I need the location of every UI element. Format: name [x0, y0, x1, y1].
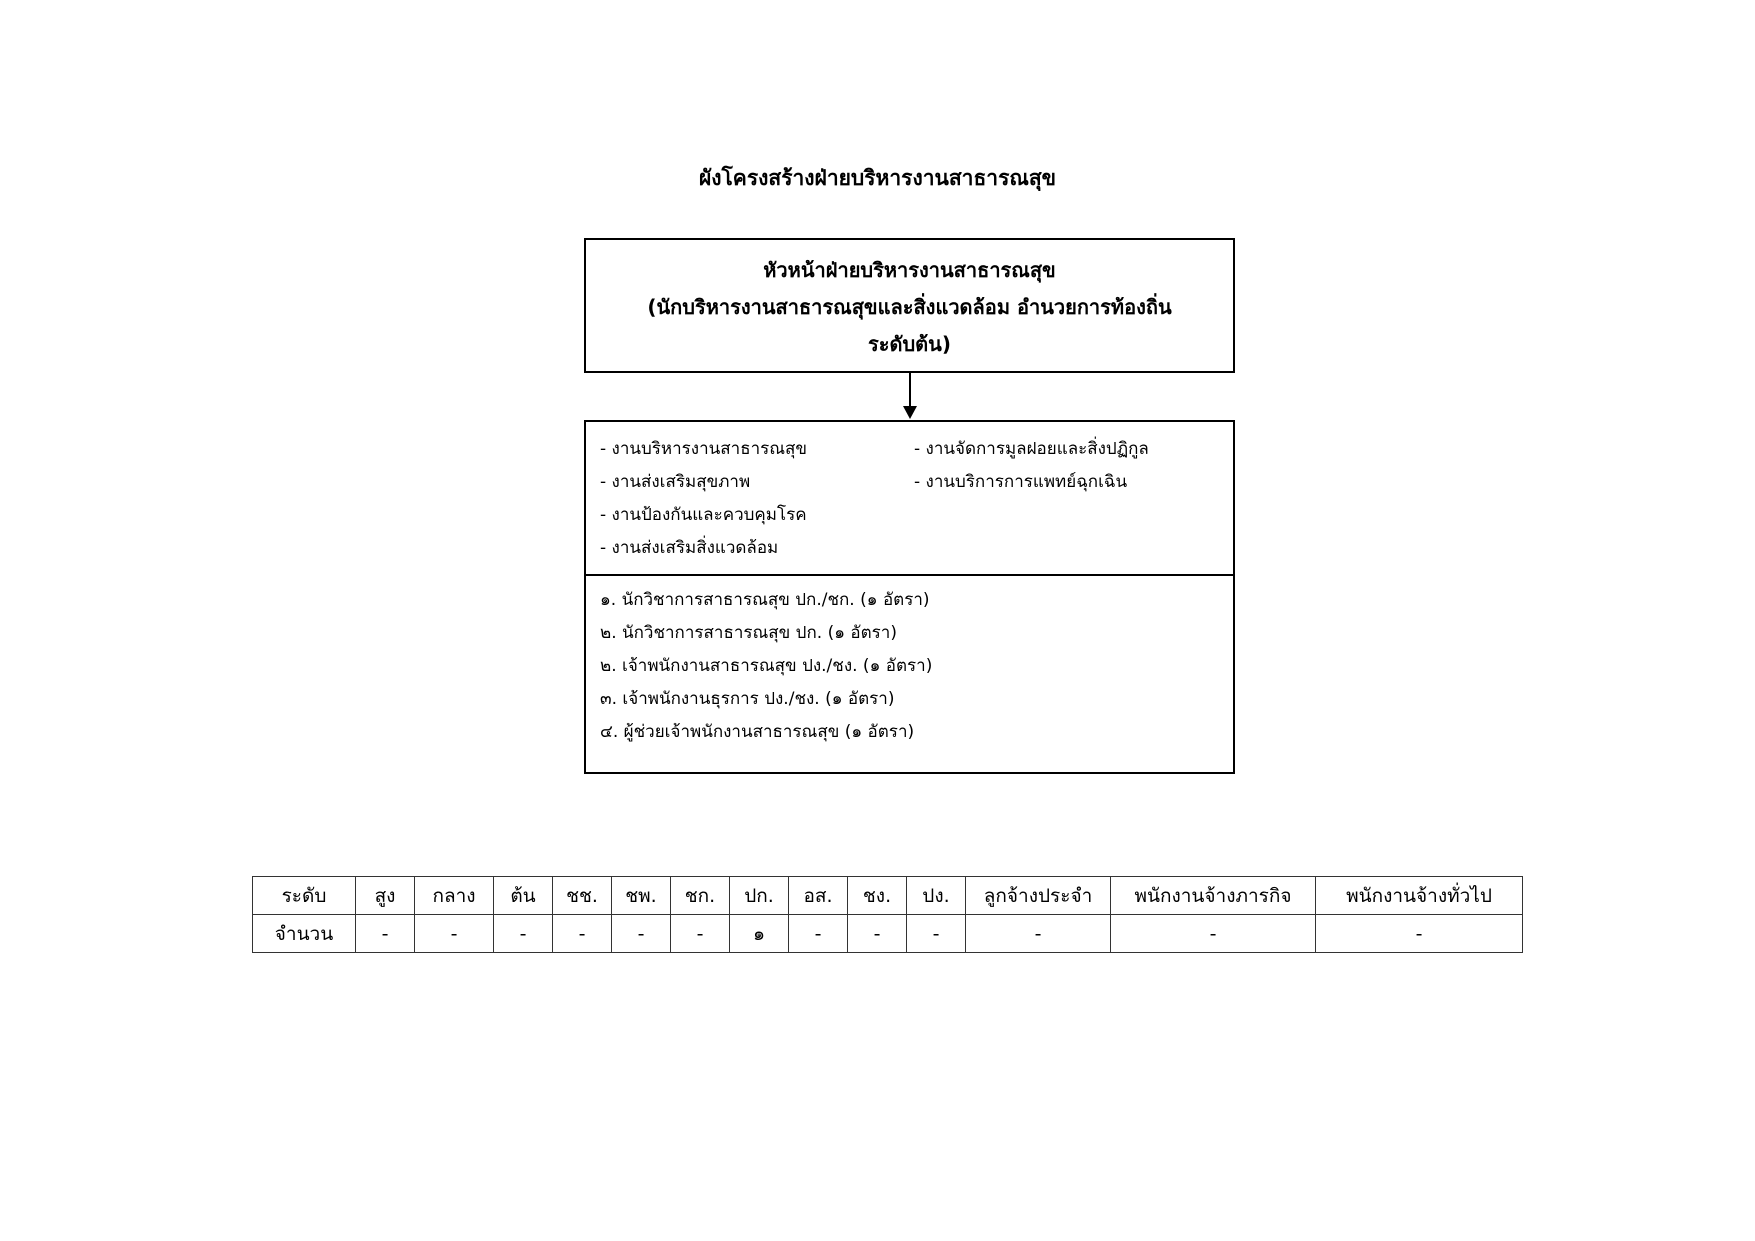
head-position-box [584, 238, 1235, 373]
count-cell: - [494, 915, 553, 953]
level-cell: สูง [356, 877, 415, 915]
count-cell: - [789, 915, 848, 953]
staff-item: ๓. เจ้าพนักงานธุรการ ปง./ชง. (๑ อัตรา) [600, 689, 895, 709]
level-cell: พนักงานจ้างภารกิจ [1111, 877, 1316, 915]
level-cell: ชก. [671, 877, 730, 915]
page-title: ผังโครงสร้างฝ่ายบริหารงานสาธารณสุข [698, 166, 1057, 190]
staff-item: ๒. เจ้าพนักงานสาธารณสุข ปง./ชง. (๑ อัตรา) [600, 656, 933, 676]
level-cell: ชง. [848, 877, 907, 915]
table-row-count [253, 915, 1523, 953]
task-item: - งานส่งเสริมสิ่งแวดล้อม [600, 538, 779, 558]
level-cell: ปง. [907, 877, 966, 915]
count-cell: - [1111, 915, 1316, 953]
count-cell: - [612, 915, 671, 953]
staff-item: ๔. ผู้ช่วยเจ้าพนักงานสาธารณสุข (๑ อัตรา) [600, 722, 915, 742]
task-item: - งานบริหารงานสาธารณสุข [600, 439, 808, 459]
row-label-level: ระดับ [253, 877, 356, 915]
level-cell: ต้น [494, 877, 553, 915]
level-cell: กลาง [415, 877, 494, 915]
level-cell: ชช. [553, 877, 612, 915]
level-cell: ลูกจ้างประจำ [966, 877, 1111, 915]
arrow-down-icon [903, 406, 917, 419]
connector-line [909, 371, 911, 407]
count-cell: - [356, 915, 415, 953]
task-item: - งานส่งเสริมสุขภาพ [600, 472, 751, 492]
tasks-section [586, 422, 1233, 576]
task-item: - งานจัดการมูลฝอยและสิ่งปฏิกูล [914, 439, 1149, 459]
level-cell: ชพ. [612, 877, 671, 915]
division-box [584, 420, 1235, 774]
head-position-title: หัวหน้าฝ่ายบริหารงานสาธารณสุข [763, 258, 1056, 282]
head-position-subtitle: (นักบริหารงานสาธารณสุขและสิ่งแวดล้อม อำนวยการท้องถิ่น [647, 295, 1172, 319]
row-label-count: จำนวน [253, 915, 356, 953]
staff-item: ๑. นักวิชาการสาธารณสุข ปก./ชก. (๑ อัตรา) [600, 590, 930, 610]
staff-item: ๒. นักวิชาการสาธารณสุข ปก. (๑ อัตรา) [600, 623, 897, 643]
count-cell: - [848, 915, 907, 953]
count-cell: - [553, 915, 612, 953]
level-cell: อส. [789, 877, 848, 915]
count-cell: - [415, 915, 494, 953]
table-row-level [253, 877, 1523, 915]
level-cell: พนักงานจ้างทั่วไป [1316, 877, 1523, 915]
head-position-level: ระดับต้น) [868, 332, 951, 356]
task-item: - งานป้องกันและควบคุมโรค [600, 505, 807, 525]
count-cell: - [966, 915, 1111, 953]
count-cell: - [1316, 915, 1523, 953]
count-cell: - [671, 915, 730, 953]
level-cell: ปก. [730, 877, 789, 915]
count-cell: ๑ [730, 915, 789, 953]
count-cell: - [907, 915, 966, 953]
levels-table [252, 876, 1523, 953]
task-item: - งานบริการการแพทย์ฉุกเฉิน [914, 472, 1128, 492]
